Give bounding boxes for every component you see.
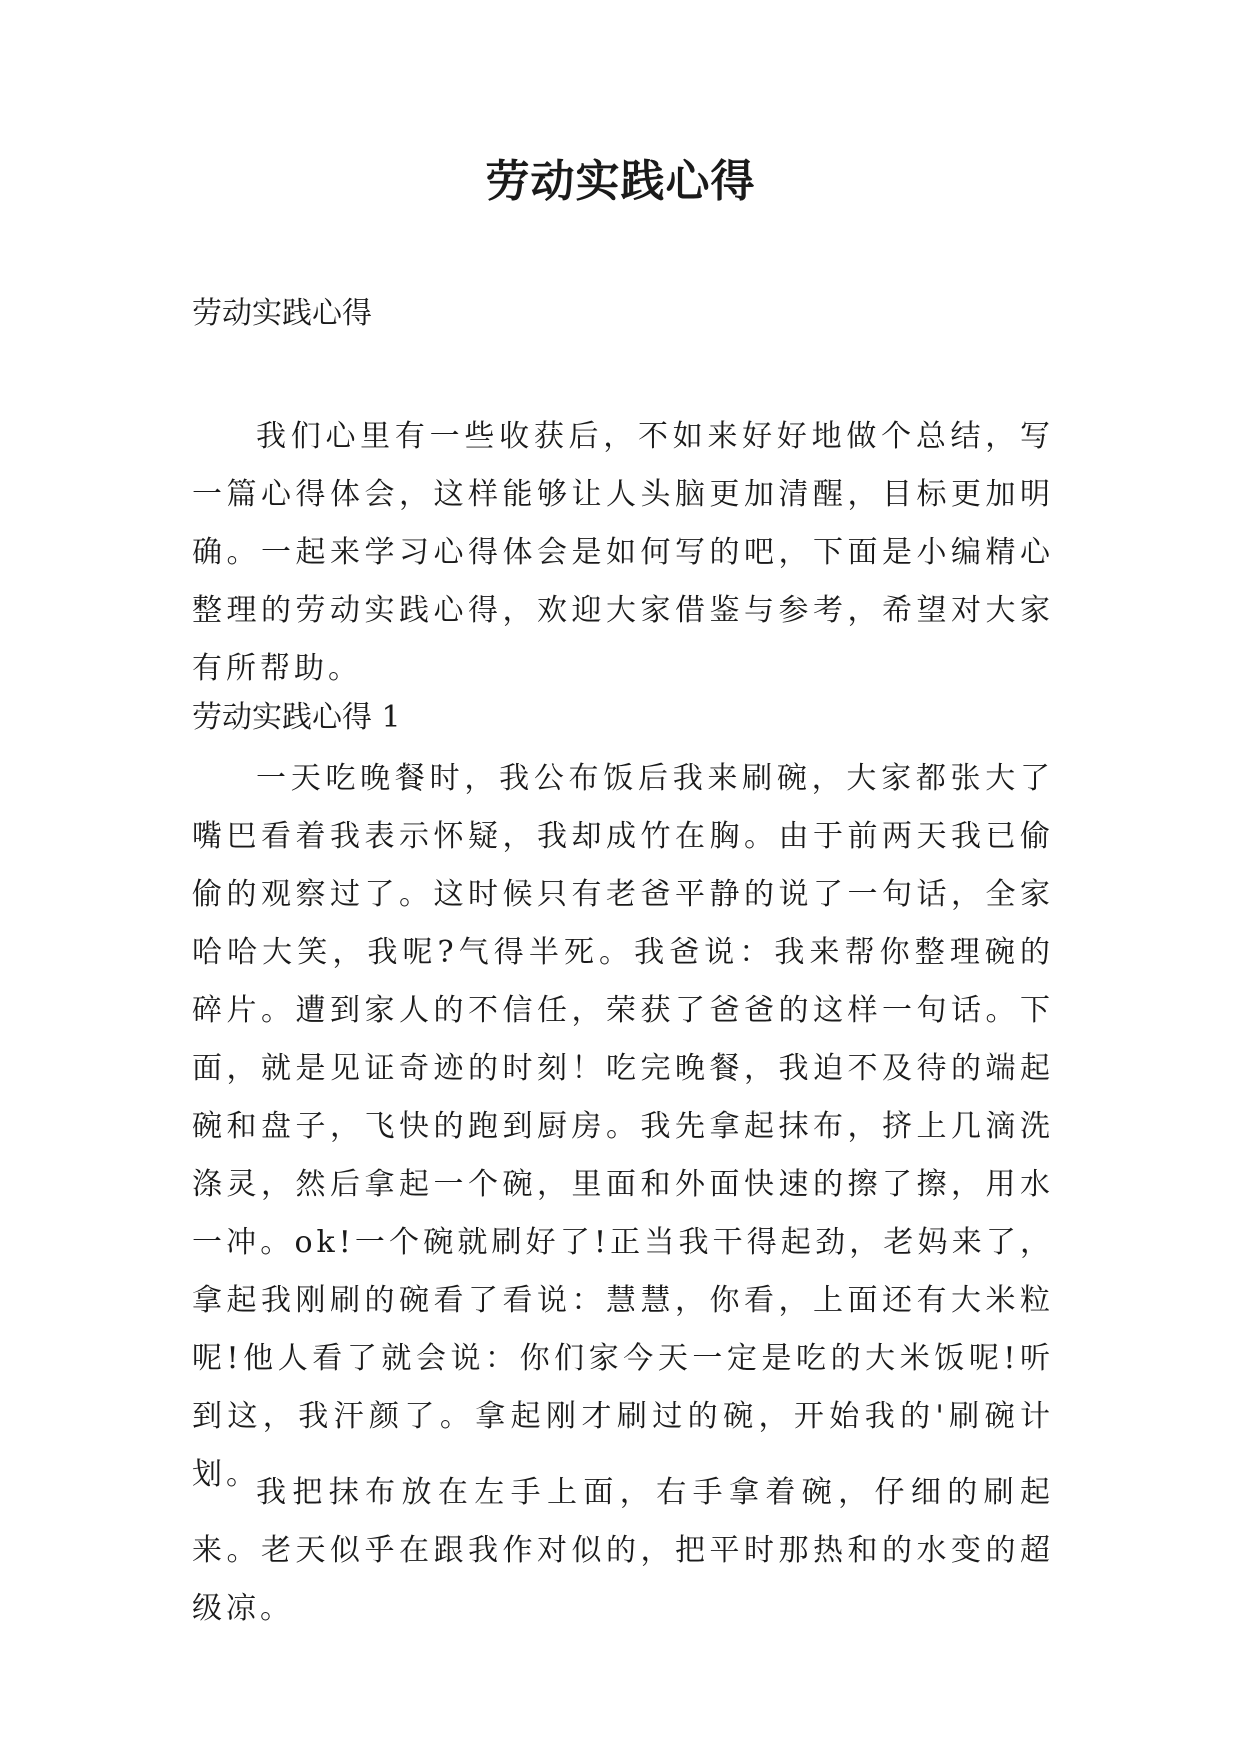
section-paragraph: 我把抹布放在左手上面，右手拿着碗，仔细的刷起来。老天似乎在跟我作对似的，把平时那热和的水变的超级凉。	[192, 1475, 1054, 1626]
document-subtitle: 劳动实践心得	[192, 296, 372, 331]
section-heading: 劳动实践心得 1	[192, 700, 401, 735]
document-title: 劳动实践心得	[485, 156, 756, 207]
intro-paragraph: 我们心里有一些收获后，不如来好好地做个总结，写一篇心得体会，这样能够让人头脑更加清醒，目标更加明确。一起来学习心得体会是如何写的吧，下面是小编精心整理的劳动实践心得，欢迎大家借鉴与参考，希望对大家有所帮助。	[192, 419, 1054, 686]
section-paragraph: 一天吃晚餐时，我公布饭后我来刷碗，大家都张大了嘴巴看着我表示怀疑，我却成竹在胸。由于前两天我已偷偷的观察过了。这时候只有老爸平静的说了一句话，全家哈哈大笑，我呢?气得半死。我爸说：我来帮你整理碗的碎片。遭到家人的不信任，荣获了爸爸的这样一句话。下面，就是见证奇迹的时刻！吃完晚餐，我迫不及待的端起碗和盘子，飞快的跑到厨房。我先拿起抹布，挤上几滴洗涤灵，然后拿起一个碗，里面和外面快速的擦了擦，用水一冲。ok!一个碗就刷好了!正当我干得起劲，老妈来了，拿起我刚刷的碗看了看说：慧慧，你看，上面还有大米粒呢!他人看了就会说：你们家今天一定是吃的大米饭呢!听到这，我汗颜了。拿起刚才刷过的碗，开始我的'刷碗计划。	[192, 761, 1054, 1492]
